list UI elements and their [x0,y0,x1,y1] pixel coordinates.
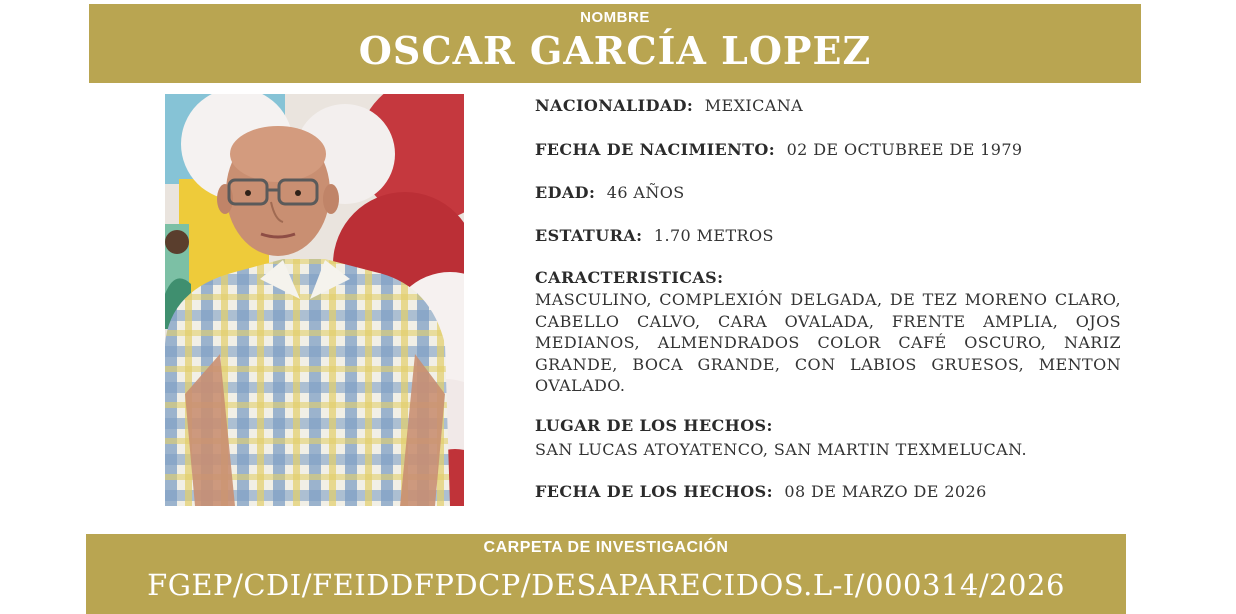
person-name: OSCAR GARCÍA LOPEZ [358,28,872,73]
case-number: FGEP/CDI/FEIDDFPDCP/DESAPARECIDOS.L-I/000314/2026 [147,568,1065,602]
birthdate-label: FECHA DE NACIMIENTO: [535,140,776,159]
investigation-band [86,534,1126,614]
name-header-band [89,4,1141,83]
birthdate-value: 02 DE OCTUBREE DE 1979 [786,140,1023,159]
event-date-value: 08 DE MARZO DE 2026 [784,482,987,501]
age-label: EDAD: [535,183,596,202]
height-value: 1.70 METROS [653,226,774,245]
place-label: LUGAR DE LOS HECHOS: [535,416,773,435]
event-date-label: FECHA DE LOS HECHOS: [535,482,773,501]
age-value: 46 AÑOS [606,183,685,202]
place-value-row [535,440,1027,459]
person-photo [165,94,464,506]
characteristics-label-row [535,268,723,287]
investigation-caption: CARPETA DE INVESTIGACIÓN [483,539,729,556]
height-row [535,226,774,245]
name-caption: NOMBRE [580,9,650,26]
nationality-value: MEXICANA [704,96,804,115]
nationality-label: NACIONALIDAD: [535,96,694,115]
birthdate-row [535,140,1022,159]
characteristics-text: MASCULINO, COMPLEXIÓN DELGADA, DE TEZ MORENO CLARO, CABELLO CALVO, CARA OVALADA, FRENTE AMPLIA, OJOS MEDIANOS, ALMENDRADOS COLOR CAFÉ OSCURO, NARIZ GRANDE, BOCA GRANDE, CON LABIOS GRUESOS, MENTON OVALADO. [535,290,1121,395]
characteristics-label: CARACTERISTICAS: [535,268,724,287]
place-value: SAN LUCAS ATOYATENCO, SAN MARTIN TEXMELUCAN. [535,440,1027,459]
person-photo-icon [165,94,464,506]
nationality-row [535,96,803,115]
place-label-row [535,416,773,435]
age-row [535,183,685,202]
event-date-row [535,482,987,501]
height-label: ESTATURA: [535,226,643,245]
